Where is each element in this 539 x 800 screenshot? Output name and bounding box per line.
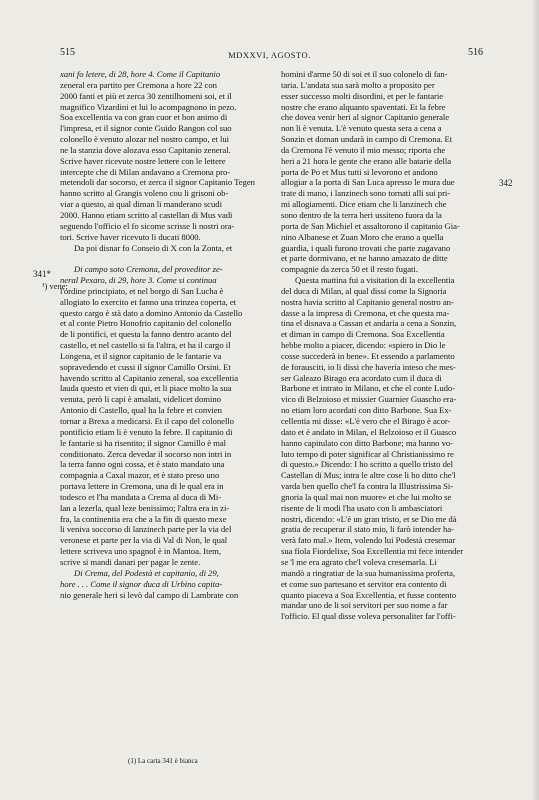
right-column-line: taria. L'andata sua sarà molto a proposito per — [281, 79, 435, 90]
left-column-line: la terra fanno ogni cossa, et è stato mandato una — [60, 459, 225, 470]
right-column-line: nino Albanese et Zuan Moro che erano a quella — [281, 231, 444, 242]
left-column-line: hanno scritto al Grangis voleno cou li grisoni ob- — [60, 188, 229, 199]
right-column-line: l'officio. El qual disse voleva personaliter far l'offi- — [281, 611, 456, 622]
right-column-line: Questa mattina fui a visitation di la excellentia — [295, 275, 455, 286]
right-column-line: heri a 21 hora le gente che erano alle batarie della — [281, 155, 452, 166]
left-column-line: de li pontifici, et questa la fanno dentro acanto del — [60, 329, 232, 340]
left-column-line: ne la stanzia dove alozava esso Capitanio zeneral. — [60, 144, 231, 155]
left-column-line: 2000. Hanno etiam scritto al castellan di Mus vadi — [60, 209, 233, 220]
left-column-line: compagnia a Caxal mazor, et è stato preso uno — [60, 470, 220, 481]
right-column-line: porta de Po et Mus tutti si levorono et andono — [281, 166, 438, 177]
right-column-line: cellentia mi disse: «L'è vero che el Birago è acor- — [281, 416, 451, 426]
left-column-line: todesco et l'ha mandata a Crema al duca di Mi- — [60, 491, 222, 502]
right-column-line: esser successo molti disordini, et per le fantarie — [281, 90, 444, 101]
left-column-line: scrive si mandi danari per pagar le zente. — [60, 556, 201, 567]
right-column-line: mandò a ringratiar de la sua humanissima proferta, — [281, 567, 456, 578]
left-column-line: lauda questo et vien di qui, et li piace molto la sua — [60, 383, 232, 394]
right-column-line: cosse succederà in bene». Et essendo a parlamento — [281, 350, 455, 361]
right-column-line: nostri, dicendo: «L'è un gran tristo, et se Dio me dà — [281, 513, 457, 524]
right-column-line: nostra havia scritto al Capitanio general nostro an- — [281, 296, 454, 307]
right-column — [281, 69, 517, 622]
right-column-line: che dovea venir heri al signor Capitanio generale — [281, 112, 450, 123]
right-column-line: de forausciti, io li dissi che haveria inteso che mes- — [281, 361, 456, 372]
right-column-line: sono dentro de la terra heri ussiteno fuora da la — [281, 209, 442, 220]
right-column-line: guardia, i quali furono trovati che parte zugavano — [281, 242, 451, 253]
left-column-line: lettere scriveva uno spagnol è in Mantoa. Item, — [60, 546, 221, 557]
left-column-line: castello, et nel castello si fa l'altra, et ha il cargo il — [60, 340, 231, 351]
right-column-line: dato et è andato in Milan, el Belzoioso et il Guasco — [281, 426, 457, 437]
right-column-line: hanno capitulato con ditto Barbone; ma hanno vo- — [281, 437, 454, 448]
right-column-line: no etiam loro acordati con ditto Barbone. Sua Ex- — [281, 405, 452, 416]
left-column-line: Scrive haver ricevute nostre lettere con le lettere — [60, 155, 226, 166]
right-column-line: mandar uno de li soi servitori per suo nome a far — [281, 600, 448, 611]
margin-number-342: 342 — [499, 178, 513, 188]
left-column-line: seguendo l'officio el fo sicome scrisse li nostri ora- — [60, 220, 235, 231]
left-column-line: pontificio etiam li è venuto la febre. Il capitanio di — [60, 426, 233, 437]
left-column-line: tornar a Brexa a medicarsi. Et il capo del colonello — [60, 416, 234, 426]
left-column-line: lan a lezerla, qual leze benissimo; l'altra era in zi- — [60, 502, 230, 513]
right-column-line: homini d'arme 50 di soi et il suo colonelo di fan- — [281, 69, 448, 79]
left-column-line: l'impresa, et il signor conte Guido Rangon col suo — [60, 123, 232, 134]
left-column-line: neral Pexaro, di 29, hore 3. Come si continua — [60, 275, 217, 286]
left-column-line — [60, 253, 296, 264]
left-column-line: colonello è venuto alozar nel nostro campo, et lui — [60, 134, 230, 145]
right-column-line: hebbe molto a piacer, dicendo: «spiero in Dio le — [281, 340, 446, 351]
margin-number-341: 341* — [33, 269, 51, 279]
right-column-line: et diman in campo di Cremona. Soa Excellentia — [281, 329, 445, 340]
page-edge-shadow — [531, 0, 539, 800]
right-column-line: quanto piaceva a Soa Excellentia, et fusse contento — [281, 589, 456, 600]
left-column-line: 2000 fanti et più et zerca 30 zentilhomeni soi, et il — [60, 90, 232, 101]
right-column-line: compagnie da zerca 50 et il resto fugati. — [281, 264, 418, 275]
left-column-line: Di Crema, del Podestà et capitanio, di 29, — [74, 567, 219, 578]
left-column-line: sopravedendo et cussi il signor Camillo Orsini. Et — [60, 361, 231, 372]
left-column-line: le fantarie si ha risentito; il signor Camillo è mal — [60, 437, 227, 448]
right-column-line: risente de li modi l'ha usato con li ambasciatori — [281, 502, 443, 513]
left-column-line: portava lettere in Cremona, una di le qual era in — [60, 481, 224, 492]
right-column-line: Castellan di Mus; intra le altre cose li ho ditto che'l — [281, 470, 456, 481]
left-column-line: venuta, però li capi è amalati, videlicet domino — [60, 394, 221, 405]
right-column-line: et parte dormivano, et ne hanno amazato de ditte — [281, 253, 448, 264]
left-column-line: Soa excellentia va con gran cuor et bon animo di — [60, 112, 228, 123]
right-column-line: se 'l me era agrato che'l voleva cresemarla. Li — [281, 556, 437, 567]
right-column-line: di questo.» Dicendo: I ho scritto a quello tristo del — [281, 459, 454, 470]
page-number-right: 516 — [468, 47, 483, 58]
right-column-line: Sonzin et doman undarà in campo di Cremona. Et — [281, 134, 453, 145]
right-column-line: gnoria la qual mai non muore» et che lui molto se — [281, 491, 452, 502]
right-column-line: ser Galeazo Birago era acordato cum il duca di — [281, 372, 442, 383]
left-column-line: li veniva soccorso di lanzinech parte per la via del — [60, 524, 232, 535]
left-column-line: et al conte Pietro Honofrio capitanio del colonello — [60, 318, 232, 329]
right-column-line: porta de San Michiel et assaltorono il capitanio Gia- — [281, 220, 460, 231]
right-column-line: tina el disnava a Cassan et andaria a cena a Sonzin, — [281, 318, 457, 329]
left-column-line: questo cargo è stà dato a domino Antonio da Castello — [60, 307, 243, 318]
left-column-line: Di campo soto Cremona, del proveditor ze- — [74, 264, 223, 275]
right-column-line: non li è venuta. L'è venuto questa sera a cena a — [281, 123, 442, 134]
left-column-line: l'ordine principiato, et nel borgo di San Lucha è — [60, 285, 224, 296]
right-column-line: luto tempo di poter significar al Christianissimo re — [281, 448, 454, 459]
left-column-line: viar a questo, ai qual diman li manderano scudi — [60, 199, 222, 210]
right-column-line: dasse a la impresa di Cremona, et che questa ma- — [281, 307, 450, 318]
left-column-line: xani fo letere, di 28, hore 4. Come il Capitanio — [60, 69, 221, 79]
right-column-line: nostre che erano alquanto spaventati. Et la febre — [281, 101, 446, 112]
right-column-line: trate di mano, i lanzinech sono tornati alli sui pri- — [281, 188, 451, 199]
right-column-line: varda ben quello che'l fa contra la Illustrissima Si- — [281, 481, 454, 492]
left-column-line: nio generale heri si levò dal campo di Lambrate con — [60, 589, 239, 600]
left-column-line: zeneral era partito per Cremona a hore 22 con — [60, 79, 217, 90]
right-column-line: verà fato mal.» Item, volendo lui Podestà cresemar — [281, 535, 456, 546]
left-column-line: intercepte che di Milan andavano a Cremona pro- — [60, 166, 231, 177]
right-column-line: da Cremona l'è venuto il mio messo; riporta che — [281, 144, 446, 155]
right-column-line: sua fiola Fiordelixe, Soa Excellentia mi fece intender — [281, 546, 464, 557]
page-number-left: 515 — [60, 47, 75, 58]
running-title: MDXXVI, AGOSTO. — [228, 50, 311, 60]
left-column-line: Da poi disnar fo Conseio di X con la Zonta, et — [74, 242, 233, 253]
right-column-line: Barbone et intrato in Milano, et che el conte Ludo- — [281, 383, 456, 394]
footnote: (1) La carta 341 è bianca — [128, 757, 198, 765]
left-column — [60, 69, 296, 600]
right-column-line: et come suo partesano et servitor era contento di — [281, 578, 447, 589]
margin-note-ref: ¹) vene; — [42, 281, 68, 291]
left-column-line: magnifico Vizardini et lui lo acompagnono in pezo. — [60, 101, 237, 112]
left-column-line: tori. Scrive haver ricevuto li ducati 8000. — [60, 231, 201, 242]
left-column-line: hore . . . Come il signor duca di Urbino capita- — [60, 578, 223, 589]
left-column-line: veronese et parte per la via di Val di Non, le qual — [60, 535, 228, 546]
left-column-line: havendo scritto al Capitanio zeneral, soa excellentia — [60, 372, 239, 383]
left-column-line: conditionato. Zerca devedar il socorso non intri in — [60, 448, 232, 459]
right-column-line: del duca di Milan, al qual dissi come la Signoria — [281, 285, 447, 296]
left-column-line: Antonio di Castello, qual ha la febre et convien — [60, 405, 222, 416]
left-column-line: metendoli dar socorso, et zerca il signor Capitanio Tegen — [60, 177, 255, 188]
left-column-line: fra, la continentia era che a la fin di questo mexe — [60, 513, 227, 524]
left-column-line: Longena, et il signor capitanio de le fantarie va — [60, 350, 222, 361]
left-column-line: allogiato lo exercito et fanno una trinzea coperta, et — [60, 296, 237, 307]
right-column-line: gratia de recuperar il stato mio, li farò intender ha- — [281, 524, 454, 535]
right-column-line: vico di Belzoioso et missier Guarnier Guascho era- — [281, 394, 457, 405]
right-column-line: mi allogiamenti. Dice etiam che li lanzinech che — [281, 199, 447, 210]
right-column-line: allogiar a la porta di San Luca apresso le mura due — [281, 177, 455, 188]
